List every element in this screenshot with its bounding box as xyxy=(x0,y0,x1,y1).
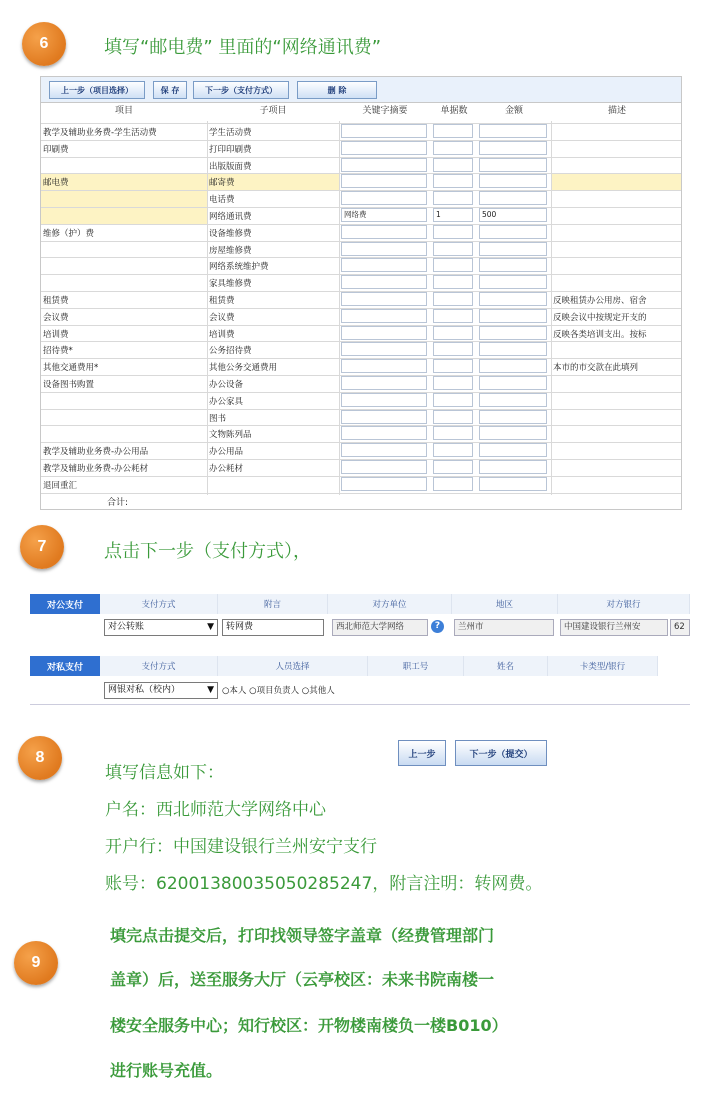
radio-other[interactable]: ○其他人 xyxy=(301,686,335,696)
input-count[interactable] xyxy=(433,376,473,390)
instruction-line-1: 填完点击提交后，打印找领导签字盖章（经费管理部门 xyxy=(110,926,495,945)
cell-subitem: 设备维修费 xyxy=(209,228,252,239)
table-row xyxy=(41,291,682,308)
cell-subitem: 学生活动费 xyxy=(209,128,252,138)
public-col-memo: 附言 xyxy=(218,594,328,614)
row-highlight xyxy=(41,190,207,207)
chevron-down-icon: ▼ xyxy=(207,685,214,695)
delete-button[interactable]: 删 除 xyxy=(297,81,377,99)
cell-item: 其他交通费用* xyxy=(43,363,99,374)
cell-subitem: 办公耗材 xyxy=(209,464,244,474)
input-amount[interactable] xyxy=(479,275,547,289)
input-amount[interactable] xyxy=(479,191,547,205)
input-amount[interactable] xyxy=(479,124,547,138)
public-col-method: 支付方式 xyxy=(100,594,218,614)
private-col-card-bank: 卡类型/银行 xyxy=(548,656,658,676)
cell-subitem: 网络通讯费 xyxy=(209,212,252,222)
input-amount[interactable] xyxy=(479,292,547,306)
input-count[interactable] xyxy=(433,225,473,239)
input-count[interactable] xyxy=(433,141,473,155)
row-divider xyxy=(41,493,682,494)
input-amount[interactable] xyxy=(479,460,547,474)
table-row xyxy=(41,425,682,442)
private-method-select[interactable] xyxy=(104,682,218,699)
cell-subitem: 其他公务交通费用 xyxy=(209,363,278,374)
input-keyword[interactable] xyxy=(341,342,427,356)
input-amount[interactable] xyxy=(479,477,547,491)
cell-subitem: 公务招待费 xyxy=(209,346,252,357)
step-8-badge: 8 xyxy=(18,736,62,780)
cell-item: 退回重汇 xyxy=(43,480,78,491)
input-keyword[interactable] xyxy=(341,292,427,306)
region-field[interactable]: 兰州市 xyxy=(454,619,554,636)
input-keyword[interactable] xyxy=(341,258,427,272)
table-row xyxy=(41,123,682,140)
private-col-method: 支付方式 xyxy=(100,656,218,676)
table-row xyxy=(41,459,682,476)
step-7-title: 点击下一步（支付方式）， xyxy=(104,541,311,562)
input-amount[interactable] xyxy=(479,359,547,373)
input-count[interactable] xyxy=(433,275,473,289)
input-amount[interactable] xyxy=(479,393,547,407)
input-amount[interactable] xyxy=(479,443,547,457)
input-keyword[interactable] xyxy=(341,443,427,457)
input-amount[interactable] xyxy=(479,242,547,256)
cell-item: 印刷费 xyxy=(43,144,69,155)
counterparty-unit-field[interactable]: 西北师范大学网络 xyxy=(332,619,428,636)
account-field[interactable]: 62 xyxy=(670,619,690,636)
cell-subitem: 出版版面费 xyxy=(209,161,252,172)
instruction-line-4: 进行账号充值。 xyxy=(110,1061,223,1080)
row-highlight xyxy=(551,173,682,190)
cell-description: 本市的市交款在此填列 xyxy=(553,363,639,374)
cell-subitem: 会议费 xyxy=(209,312,235,323)
cell-item: 教学及辅助业务费-办公耗材 xyxy=(43,464,149,474)
form-toolbar xyxy=(41,77,682,103)
cell-item: 教学及辅助业务费-办公用品 xyxy=(43,447,149,458)
input-count[interactable] xyxy=(433,326,473,340)
bank-line: 开户行：中国建设银行兰州安宁支行 xyxy=(105,837,377,857)
table-row xyxy=(41,257,682,274)
step-6-badge: 6 xyxy=(22,22,66,66)
column-divider xyxy=(207,121,208,495)
input-keyword[interactable] xyxy=(341,225,427,239)
header-count: 单据数 xyxy=(440,106,468,116)
cell-subitem: 家具维修费 xyxy=(209,279,252,290)
cell-subitem: 培训费 xyxy=(209,329,235,340)
input-keyword[interactable] xyxy=(341,359,427,373)
input-keyword[interactable] xyxy=(341,326,427,340)
input-count[interactable] xyxy=(433,309,473,323)
input-count[interactable] xyxy=(433,342,473,356)
public-col-bank: 对方银行 xyxy=(558,594,690,614)
header-description: 描述 xyxy=(607,106,626,116)
cell-subitem: 邮寄费 xyxy=(209,178,235,189)
step-9-badge: 9 xyxy=(14,941,58,985)
input-count[interactable] xyxy=(433,426,473,440)
prev-button[interactable]: 上一步 xyxy=(398,740,446,766)
header-amount: 金额 xyxy=(504,106,523,116)
payment-method-screenshot xyxy=(30,590,690,708)
input-keyword[interactable] xyxy=(341,460,427,474)
input-amount[interactable]: 500 xyxy=(479,208,547,222)
input-keyword[interactable] xyxy=(341,410,427,424)
radio-project-leader[interactable]: ○项目负责人 xyxy=(249,686,300,696)
cell-item: 会议费 xyxy=(43,312,69,323)
private-row-divider xyxy=(30,704,690,705)
header-keyword: 关键字摘要 xyxy=(362,106,408,116)
public-method-value: 对公转账 xyxy=(108,622,145,632)
column-divider xyxy=(339,121,340,495)
table-row xyxy=(41,308,682,325)
cell-subitem: 网络系统维护费 xyxy=(209,262,269,273)
person-radio-group xyxy=(222,684,335,696)
prev-step-button[interactable]: 上一步（项目选择） xyxy=(49,81,145,99)
step-7-badge: 7 xyxy=(20,525,64,569)
input-count[interactable] xyxy=(433,158,473,172)
account-number-line: 账号：62001380035050285247，附言注明：转网费。 xyxy=(105,874,543,894)
cell-description: 反映各类培训支出。按标 xyxy=(553,329,647,340)
input-count[interactable] xyxy=(433,460,473,474)
input-amount[interactable] xyxy=(479,174,547,188)
table-row xyxy=(41,442,682,459)
input-keyword[interactable] xyxy=(341,309,427,323)
table-row xyxy=(41,157,682,174)
table-row xyxy=(41,409,682,426)
table-row xyxy=(41,207,682,224)
input-count[interactable]: 1 xyxy=(433,208,473,222)
header-item: 项目 xyxy=(114,106,133,116)
input-count[interactable] xyxy=(433,359,473,373)
tab-private-payment[interactable]: 对私支付 xyxy=(30,656,100,676)
input-keyword[interactable] xyxy=(341,141,427,155)
input-keyword[interactable] xyxy=(341,174,427,188)
input-amount[interactable] xyxy=(479,326,547,340)
cell-description: 反映会议中按规定开支的 xyxy=(553,312,647,323)
next-step-button[interactable]: 下一步（支付方式） xyxy=(193,81,289,99)
input-keyword[interactable] xyxy=(341,191,427,205)
cell-subitem: 办公家具 xyxy=(209,396,244,407)
column-divider xyxy=(551,121,552,495)
cell-subitem: 电话费 xyxy=(209,195,235,206)
input-count[interactable] xyxy=(433,174,473,188)
input-keyword[interactable] xyxy=(341,393,427,407)
input-count[interactable] xyxy=(433,124,473,138)
cell-item: 设备图书购置 xyxy=(43,380,95,390)
input-keyword[interactable] xyxy=(341,124,427,138)
cell-subitem: 办公设备 xyxy=(209,380,244,390)
table-row xyxy=(41,476,682,493)
table-row xyxy=(41,358,682,375)
cell-item: 维修（护）费 xyxy=(43,228,95,239)
input-count[interactable] xyxy=(433,258,473,272)
cell-subitem: 房屋维修费 xyxy=(209,245,252,256)
memo-input[interactable]: 转网费 xyxy=(222,619,324,636)
input-count[interactable] xyxy=(433,242,473,256)
table-row xyxy=(41,190,682,207)
submit-button[interactable]: 下一步（提交） xyxy=(455,740,547,766)
cell-subitem: 打印印刷费 xyxy=(209,144,252,155)
header-subitem: 子项目 xyxy=(259,106,287,116)
input-keyword[interactable] xyxy=(341,426,427,440)
cell-item: 培训费 xyxy=(43,329,69,340)
input-amount[interactable] xyxy=(479,342,547,356)
help-icon[interactable]: ? xyxy=(431,620,444,633)
input-keyword[interactable] xyxy=(341,158,427,172)
save-button[interactable]: 保 存 xyxy=(153,81,187,99)
private-col-person: 人员选择 xyxy=(218,656,368,676)
total-label: 合计: xyxy=(107,498,129,508)
cell-subitem: 办公用品 xyxy=(209,447,244,458)
counterparty-bank-field[interactable]: 中国建设银行兰州安 xyxy=(560,619,668,636)
row-highlight xyxy=(41,207,207,224)
input-amount[interactable] xyxy=(479,426,547,440)
cell-item: 租赁费 xyxy=(43,296,69,306)
input-count[interactable] xyxy=(433,393,473,407)
private-col-name: 姓名 xyxy=(464,656,548,676)
public-col-region: 地区 xyxy=(452,594,558,614)
cell-subitem: 租赁费 xyxy=(209,296,235,306)
table-row xyxy=(41,140,682,157)
input-amount[interactable] xyxy=(479,225,547,239)
table-row xyxy=(41,241,682,258)
input-amount[interactable] xyxy=(479,158,547,172)
info-heading: 填写信息如下： xyxy=(105,763,224,783)
public-col-unit: 对方单位 xyxy=(328,594,452,614)
chevron-down-icon: ▼ xyxy=(207,622,214,632)
table-row xyxy=(41,341,682,358)
input-amount[interactable] xyxy=(479,141,547,155)
input-amount[interactable] xyxy=(479,376,547,390)
private-method-value: 网银对私（校内） xyxy=(108,685,181,695)
expense-form-screenshot xyxy=(40,76,682,510)
cell-subitem: 图书 xyxy=(209,413,227,424)
input-keyword[interactable]: 网络费 xyxy=(341,208,427,222)
instruction-line-2: 盖章）后，送至服务大厅（云亭校区：未来书院南楼一 xyxy=(110,970,495,989)
radio-self[interactable]: ○本人 xyxy=(222,686,247,696)
input-count[interactable] xyxy=(433,191,473,205)
table-row xyxy=(41,392,682,409)
table-row xyxy=(41,224,682,241)
cell-item: 教学及辅助业务费-学生活动费 xyxy=(43,128,157,138)
input-count[interactable] xyxy=(433,410,473,424)
public-method-select[interactable] xyxy=(104,619,218,636)
input-count[interactable] xyxy=(433,443,473,457)
cell-item: 邮电费 xyxy=(43,178,69,189)
account-name-line: 户名：西北师范大学网络中心 xyxy=(105,800,326,820)
input-amount[interactable] xyxy=(479,309,547,323)
step-6-title: 填写“邮电费” 里面的“网络通讯费” xyxy=(104,37,382,58)
input-amount[interactable] xyxy=(479,258,547,272)
tab-public-payment[interactable]: 对公支付 xyxy=(30,594,100,614)
input-keyword[interactable] xyxy=(341,376,427,390)
table-row xyxy=(41,173,682,190)
cell-item: 招待费* xyxy=(43,346,73,357)
input-keyword[interactable] xyxy=(341,477,427,491)
table-row xyxy=(41,325,682,342)
input-amount[interactable] xyxy=(479,410,547,424)
instruction-line-3: 楼安全服务中心；知行校区：开物楼南楼负一楼B010） xyxy=(110,1016,508,1035)
table-row xyxy=(41,375,682,392)
cell-description: 反映租赁办公用房、宿舍 xyxy=(553,296,647,306)
input-count[interactable] xyxy=(433,292,473,306)
input-keyword[interactable] xyxy=(341,275,427,289)
cell-subitem: 文物陈列品 xyxy=(209,430,252,441)
private-col-staff-no: 职工号 xyxy=(368,656,464,676)
input-keyword[interactable] xyxy=(341,242,427,256)
table-row xyxy=(41,274,682,291)
input-count[interactable] xyxy=(433,477,473,491)
